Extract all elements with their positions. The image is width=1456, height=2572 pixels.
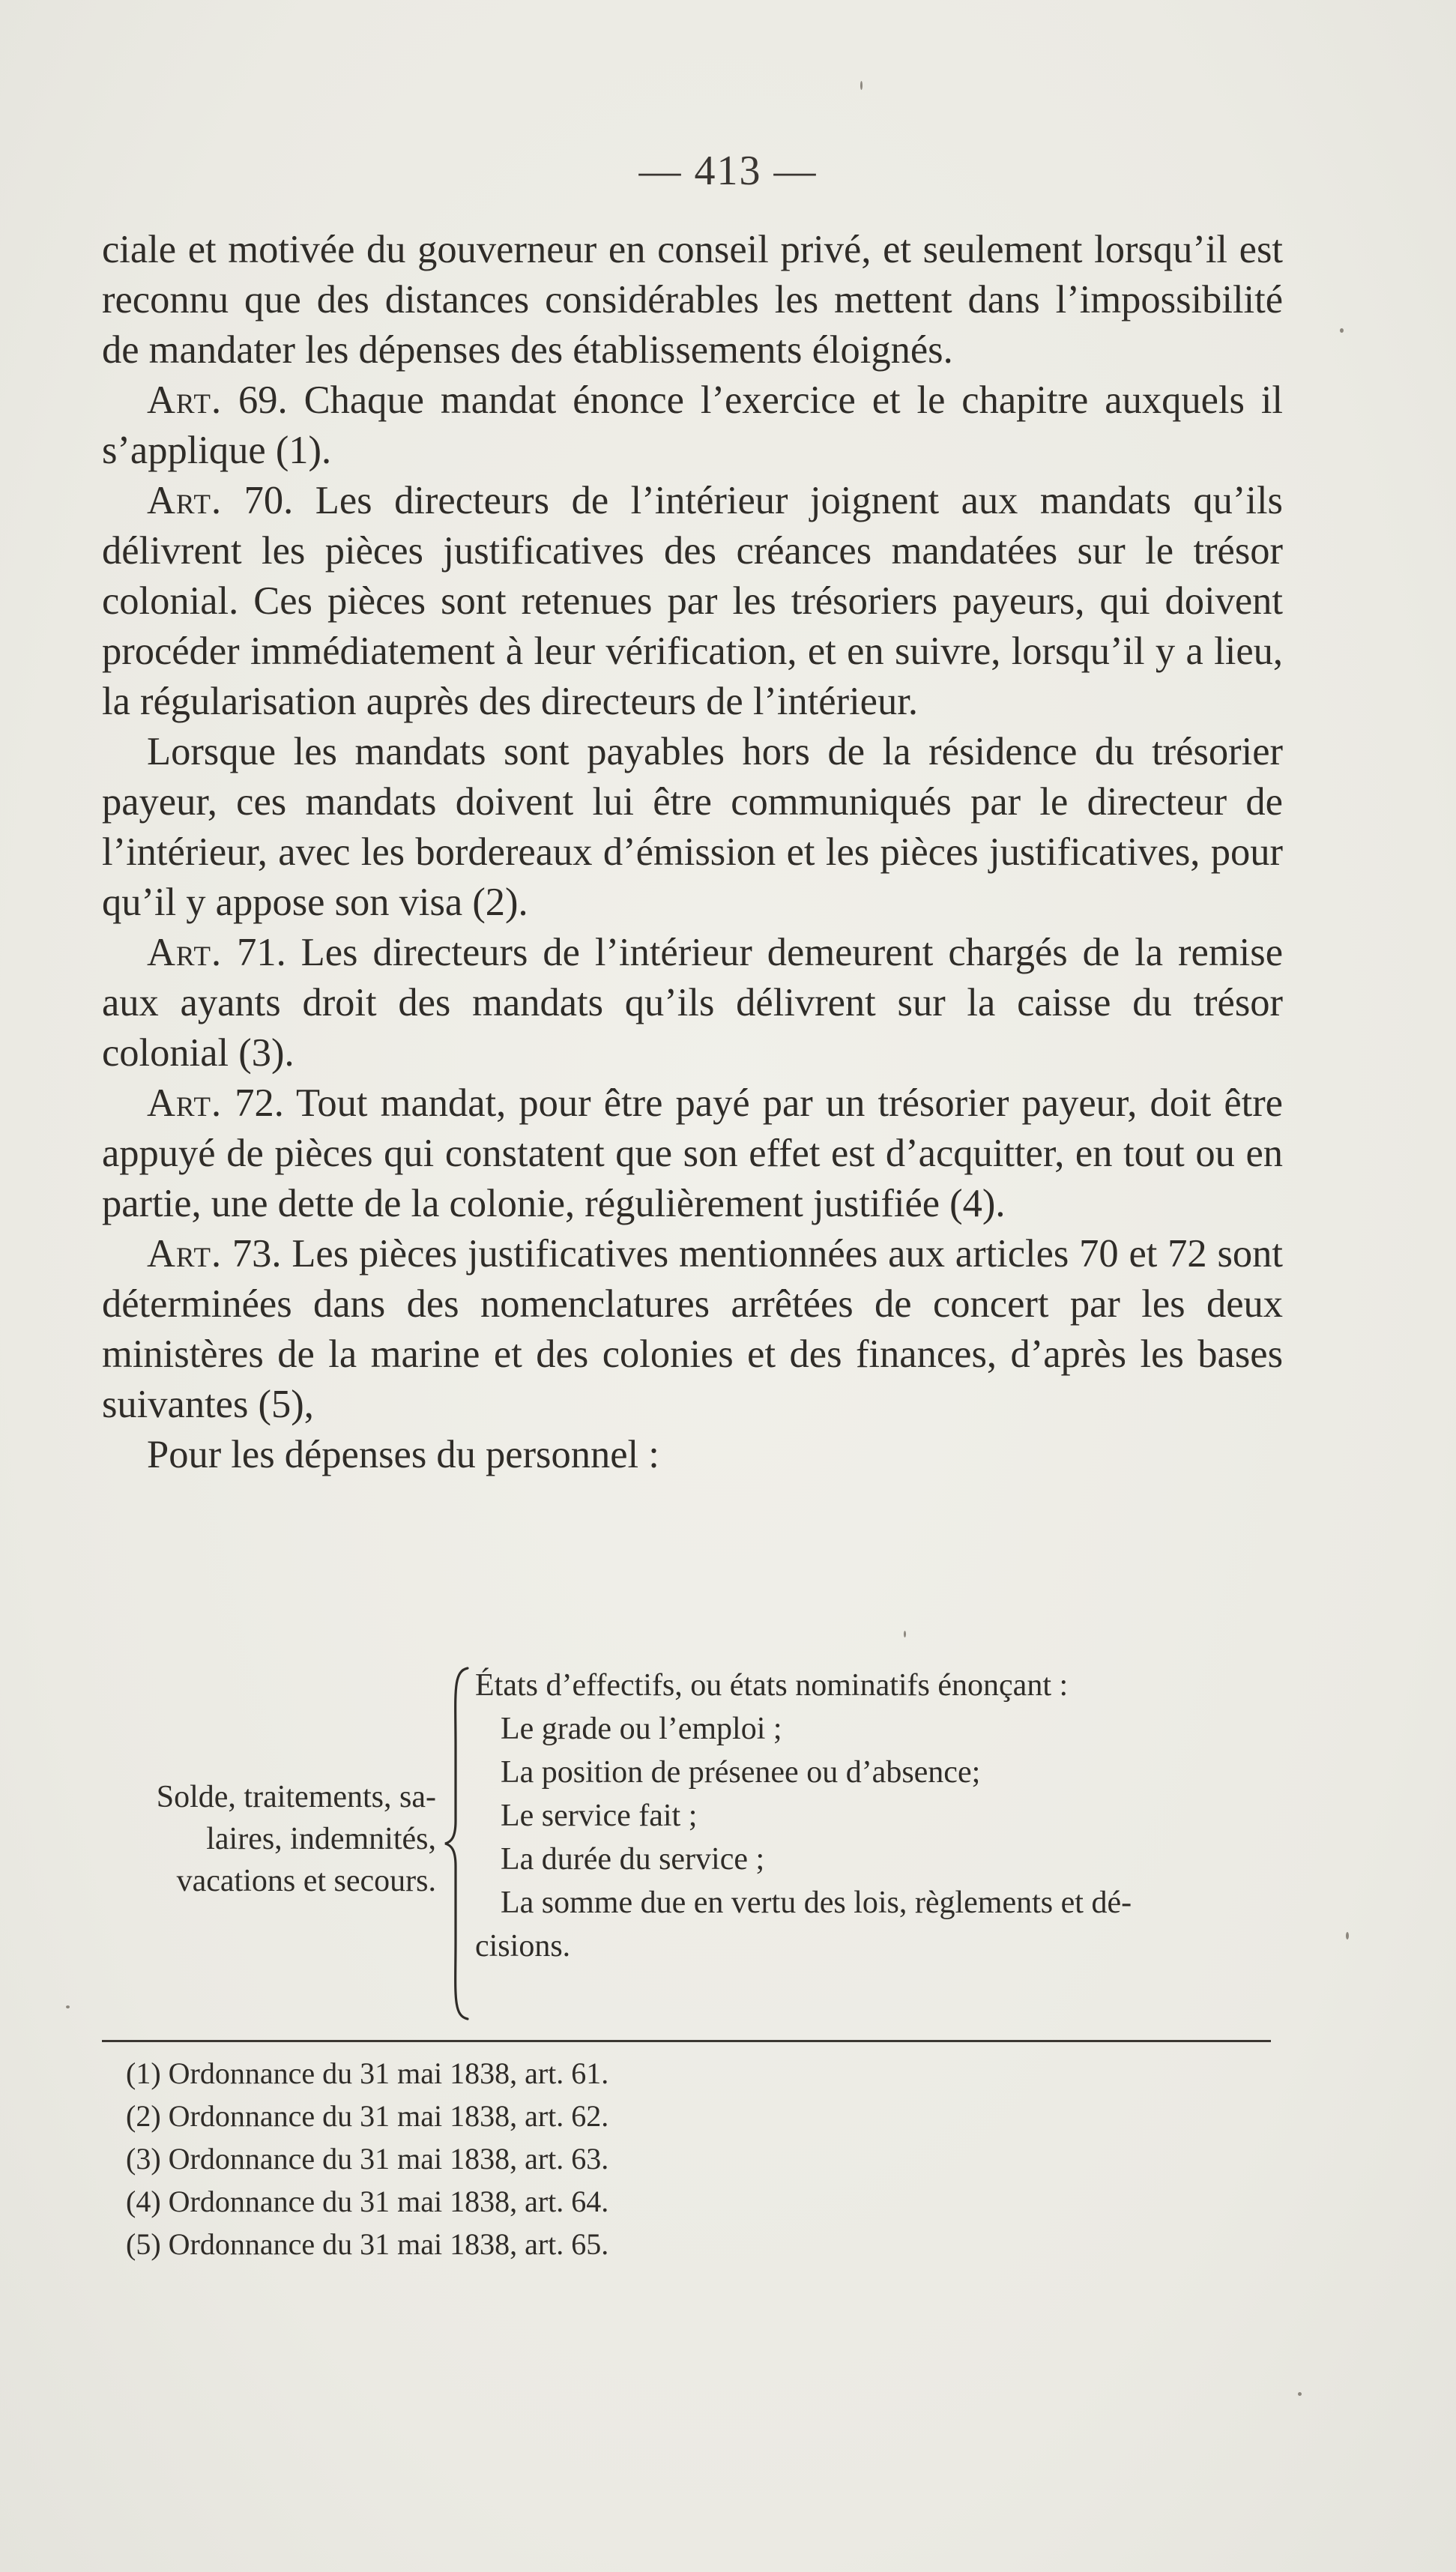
paragraph-continuation: ciale et motivée du gouverneur en conseil privé, et seulement lorsqu’il est reconnu que des distances considérables les mettent dans l’impossibilité de mandater les dépenses des établissements éloignés. — [102, 228, 1283, 372]
main-text — [102, 225, 1283, 1480]
article-text: 69. Chaque mandat énonce l’exercice et le chapitre auxquels il s’applique (1). — [102, 378, 1283, 472]
justification-table — [84, 1664, 1283, 2023]
documents-heading: États d’effectifs, ou états nominatifs énonçant : — [475, 1668, 1069, 1703]
article-69 — [102, 375, 1283, 476]
footnote: (3) Ordonnance du 31 mai 1838, art. 63. — [126, 2142, 609, 2176]
footnote: (2) Ordonnance du 31 mai 1838, art. 62. — [126, 2099, 609, 2133]
required-documents — [475, 1664, 1290, 1968]
personnel-lead-in: Pour les dépenses du personnel : — [147, 1433, 659, 1476]
article-73 — [102, 1229, 1283, 1430]
category-line: vacations et secours. — [176, 1864, 436, 1898]
paper-speck — [1346, 1932, 1349, 1939]
article-label: Art. — [147, 1081, 223, 1125]
document-item: Le grade ou l’emploi ; — [501, 1712, 782, 1746]
footnote: (5) Ordonnance du 31 mai 1838, art. 65. — [126, 2227, 609, 2261]
article-text: 73. Les pièces justificatives mentionnées aux articles 70 et 72 sont déterminées dans des nomenclatures arrêtées de concert par les deux ministères de la marine et des colonies et des finances, d’après les bases suivantes (5), — [102, 1232, 1283, 1426]
article-label: Art. — [147, 1232, 223, 1276]
page-number: — 413 — — [638, 148, 818, 194]
paper-speck — [1340, 328, 1344, 333]
expense-category — [84, 1776, 436, 1902]
article-label: Art. — [147, 479, 223, 522]
article-text: 72. Tout mandat, pour être payé par un trésorier payeur, doit être appuyé de pièces qui constatent que son effet est d’acquitter, en tout ou en partie, une dette de la colonie, régulièrement justifiée (4). — [102, 1081, 1283, 1225]
paper-speck — [66, 2005, 70, 2008]
article-label: Art. — [147, 931, 223, 974]
document-item: La somme due en vertu des lois, règlements et dé- — [501, 1886, 1132, 1920]
article-text: 70. Les directeurs de l’intérieur joignent aux mandats qu’ils délivrent les pièces justificatives des créances mandatées sur le trésor colonial. Ces pièces sont retenues par les trésoriers payeurs, qui doivent procéder immédiatement à leur vérification, et en suivre, lorsqu’il y a lieu, la régularisation auprès des directeurs de l’intérieur. — [102, 479, 1283, 723]
document-item: Le service fait ; — [501, 1799, 698, 1833]
paper-speck — [1298, 2392, 1302, 2396]
article-72 — [102, 1078, 1283, 1229]
footnote: (4) Ordonnance du 31 mai 1838, art. 64. — [126, 2185, 609, 2218]
document-item: La position de présenee ou d’absence; — [501, 1755, 981, 1790]
paper-speck — [904, 1631, 906, 1637]
article-71 — [102, 928, 1283, 1078]
category-line: laires, indemnités, — [206, 1822, 436, 1856]
document-item: La durée du service ; — [501, 1842, 765, 1877]
paper-speck — [860, 81, 863, 90]
footnote-divider — [102, 2040, 1271, 2042]
article-text: 71. Les directeurs de l’intérieur demeurent chargés de la remise aux ayants droit des mandats qu’ils délivrent sur la caisse du trésor colonial (3). — [102, 931, 1283, 1075]
article-label: Art. — [147, 378, 223, 422]
curly-brace-icon — [442, 1664, 472, 2023]
paragraph-lorsque: Lorsque les mandats sont payables hors de la résidence du trésorier payeur, ces mandats doivent lui être communiqués par le directeur de l’intérieur, avec les bordereaux d’émission et les pièces justificatives, pour qu’il y appose son visa (2). — [102, 730, 1283, 924]
document-item-continuation: cisions. — [475, 1929, 571, 1963]
footnote: (1) Ordonnance du 31 mai 1838, art. 61. — [126, 2056, 609, 2090]
article-70 — [102, 476, 1283, 727]
category-line: Solde, traitements, sa- — [156, 1780, 436, 1814]
footnotes — [126, 2052, 1250, 2265]
